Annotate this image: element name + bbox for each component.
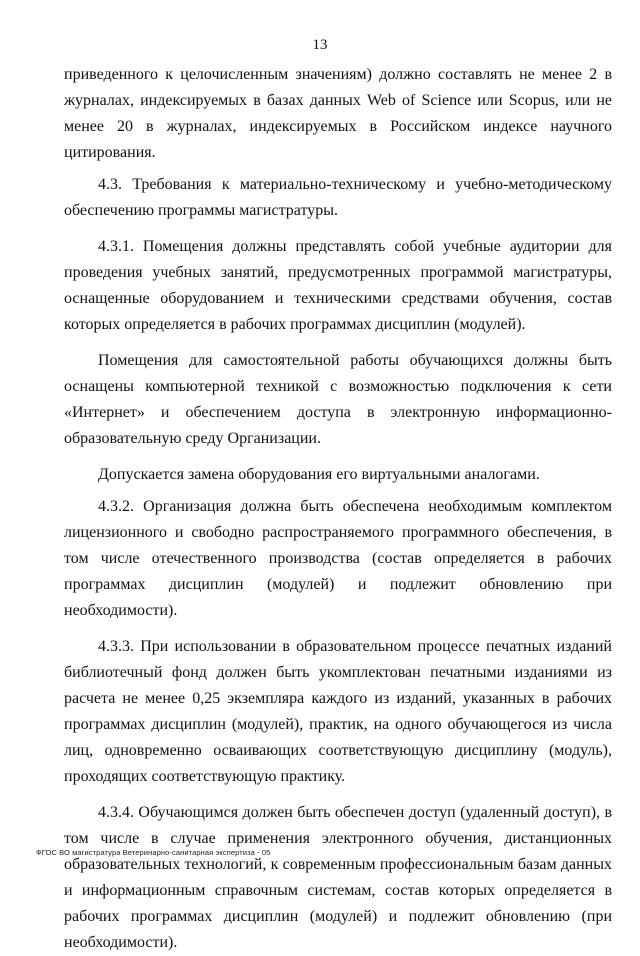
document-body [64,62,612,956]
paragraph-self-work-rooms: Помещения для самостоятельной работы обучающихся должны быть оснащены компьютерной техникой с возможностью подключения к сети «Интернет» и обеспечением доступа в электронную информационно-образовательную среду Организации. [64,352,612,447]
paragraph-section-4-3-1: 4.3.1. Помещения должны представлять собой учебные аудитории для проведения учебных занятий, предусмотренных программой магистратуры, оснащенные оборудованием и техническими средствами обучения, состав которых определяется в рабочих программах дисциплин (модулей). [64,238,612,333]
paragraph-continuation: приведенного к целочисленным значениям) должно составлять не менее 2 в журналах, индексируемых в базах данных Web of Science или Scopus, или не менее 20 в журналах, индексируемых в Российском индексе научного цитирования. [64,66,612,161]
paragraph-section-4-3: 4.3. Требования к материально-техническому и учебно-методическому обеспечению программы магистратуры. [64,176,612,219]
paragraph-section-4-3-2: 4.3.2. Организация должна быть обеспечена необходимым комплектом лицензионного и свободно распространяемого программного обеспечения, в том числе отечественного производства (состав определяется в рабочих программах дисциплин (модулей) и подлежит обновлению при необходимости). [64,498,612,619]
paragraph-equipment-replacement: Допускается замена оборудования его виртуальными аналогами. [98,466,540,483]
paragraph-section-4-3-4: 4.3.4. Обучающимся должен быть обеспечен доступ (удаленный доступ), в том числе в случае применения электронного обучения, дистанционных образовательных технологий, к современным профессиональным базам данных и информационным справочным системам, состав которых определяется в рабочих программах дисциплин (модулей) и подлежит обновлению (при необходимости). [64,804,612,951]
page-footer: ФГОС ВО магистратура Ветеринарно-санитарная экспертиза - 05 [36,848,271,857]
paragraph-section-4-3-3: 4.3.3. При использовании в образовательном процессе печатных изданий библиотечный фонд должен быть укомплектован печатными изданиями из расчета не менее 0,25 экземпляра каждого из изданий, указанных в рабочих программах дисциплин (модулей), практик, на одного обучающегося из числа лиц, одновременно осваивающих соответствующую дисциплину (модуль), проходящих соответствующую практику. [64,638,612,785]
page-number: 13 [312,37,328,53]
